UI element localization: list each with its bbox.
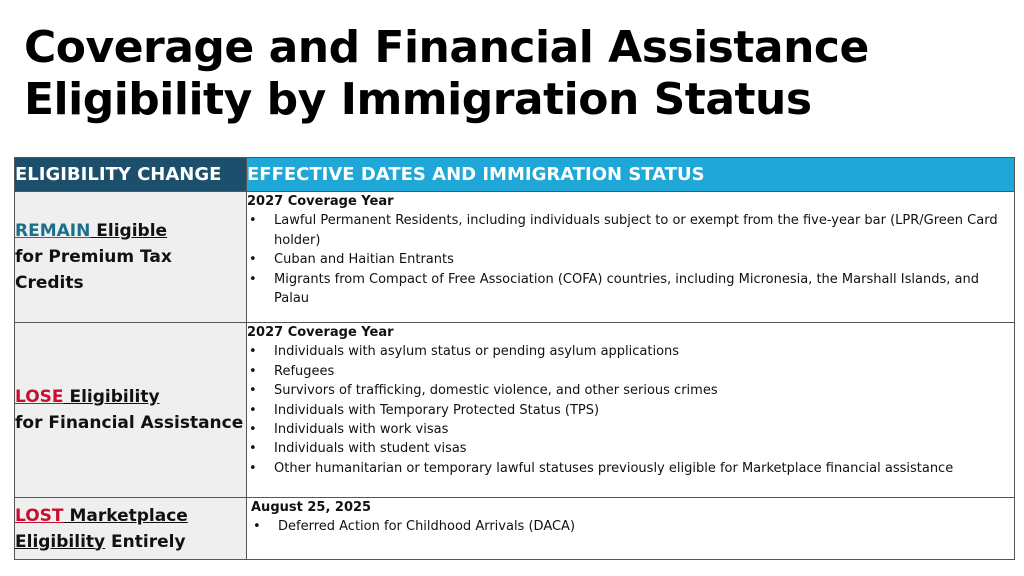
bullet: •: [249, 213, 257, 229]
label-line: [15, 529, 246, 555]
status-list: [247, 211, 1014, 308]
bullet: •: [249, 252, 257, 268]
list-item: [247, 401, 1014, 420]
status-list: [247, 342, 1014, 478]
bullet: •: [249, 383, 257, 399]
table-row-remain: [15, 192, 1015, 323]
row-label-remain: [15, 192, 247, 323]
eligibility-table: [14, 157, 1015, 560]
table-row-lost: [15, 498, 1015, 560]
effective-date-heading: August 25, 2025: [251, 500, 372, 515]
list-item: [247, 362, 1014, 381]
list-item-text: Individuals with student visas: [274, 441, 467, 457]
title-line-2: Eligibility by Immigration Status: [24, 74, 812, 125]
list-item: [247, 459, 1014, 478]
bullet: •: [249, 441, 257, 457]
list-item: [247, 250, 1014, 269]
lost-keyword: LOST: [15, 505, 64, 526]
row-detail-remain: [247, 192, 1015, 323]
bullet: •: [249, 402, 257, 418]
list-item-text: Refugees: [274, 363, 335, 379]
bullet: •: [249, 460, 257, 476]
list-item-text: Migrants from Compact of Free Association (COFA) countries, including Micronesia, the Marshall Islands, and Palau: [274, 271, 979, 307]
row-detail-lose: [247, 323, 1015, 498]
row-label-lost: [15, 498, 247, 560]
label-text: Eligibility: [63, 387, 160, 407]
list-item: [247, 439, 1014, 458]
row-detail-lost: [247, 498, 1015, 560]
label-line: for Financial Assistance: [15, 413, 244, 433]
row-label-lose: [15, 323, 247, 498]
list-item-text: Survivors of trafficking, domestic violence, and other serious crimes: [274, 383, 718, 399]
label-text: Entirely: [105, 531, 186, 552]
list-item: [247, 270, 1014, 309]
list-item: [247, 381, 1014, 400]
list-item-text: Lawful Permanent Residents, including individuals subject to or exempt from the five-year bar (LPR/Green Card holder): [274, 213, 998, 248]
list-item-text: Individuals with Temporary Protected Status (TPS): [274, 402, 600, 418]
list-item: [251, 517, 1014, 536]
title-line-1: Coverage and Financial Assistance: [24, 22, 869, 73]
list-item-text: Individuals with asylum status or pending asylum applications: [274, 344, 680, 360]
page-title: [24, 22, 1004, 126]
table-header-row: [15, 158, 1015, 192]
header-eligibility-change: ELIGIBILITY CHANGE: [15, 158, 247, 192]
remain-keyword: REMAIN: [15, 221, 91, 241]
coverage-year-heading: 2027 Coverage Year: [247, 325, 394, 340]
bullet: •: [249, 363, 257, 379]
list-item-text: Individuals with work visas: [274, 422, 449, 438]
label-line: for Premium Tax: [15, 247, 172, 267]
bullet: •: [249, 271, 257, 287]
bullet: •: [253, 519, 261, 535]
list-item-text: Other humanitarian or temporary lawful statuses previously eligible for Marketplace financial assistance: [274, 460, 954, 476]
list-item: [247, 211, 1014, 250]
label-line: [15, 384, 246, 410]
bullet: •: [249, 344, 257, 360]
label-text: Eligibility: [15, 531, 106, 552]
list-item: [247, 420, 1014, 439]
label-text: Marketplace: [63, 505, 188, 526]
list-item-text: Deferred Action for Childhood Arrivals (DACA): [278, 519, 576, 535]
label-line: [15, 503, 246, 529]
header-effective-dates: EFFECTIVE DATES AND IMMIGRATION STATUS: [247, 158, 1015, 192]
label-text: Eligible: [90, 221, 168, 241]
list-item-text: Cuban and Haitian Entrants: [274, 252, 454, 268]
label-line: Credits: [15, 273, 84, 293]
lose-keyword: LOSE: [15, 387, 64, 407]
status-list: [251, 517, 1014, 536]
coverage-year-heading: 2027 Coverage Year: [247, 194, 394, 209]
bullet: •: [249, 422, 257, 438]
list-item: [247, 342, 1014, 361]
label-line: [15, 218, 246, 244]
table-row-lose: [15, 323, 1015, 498]
